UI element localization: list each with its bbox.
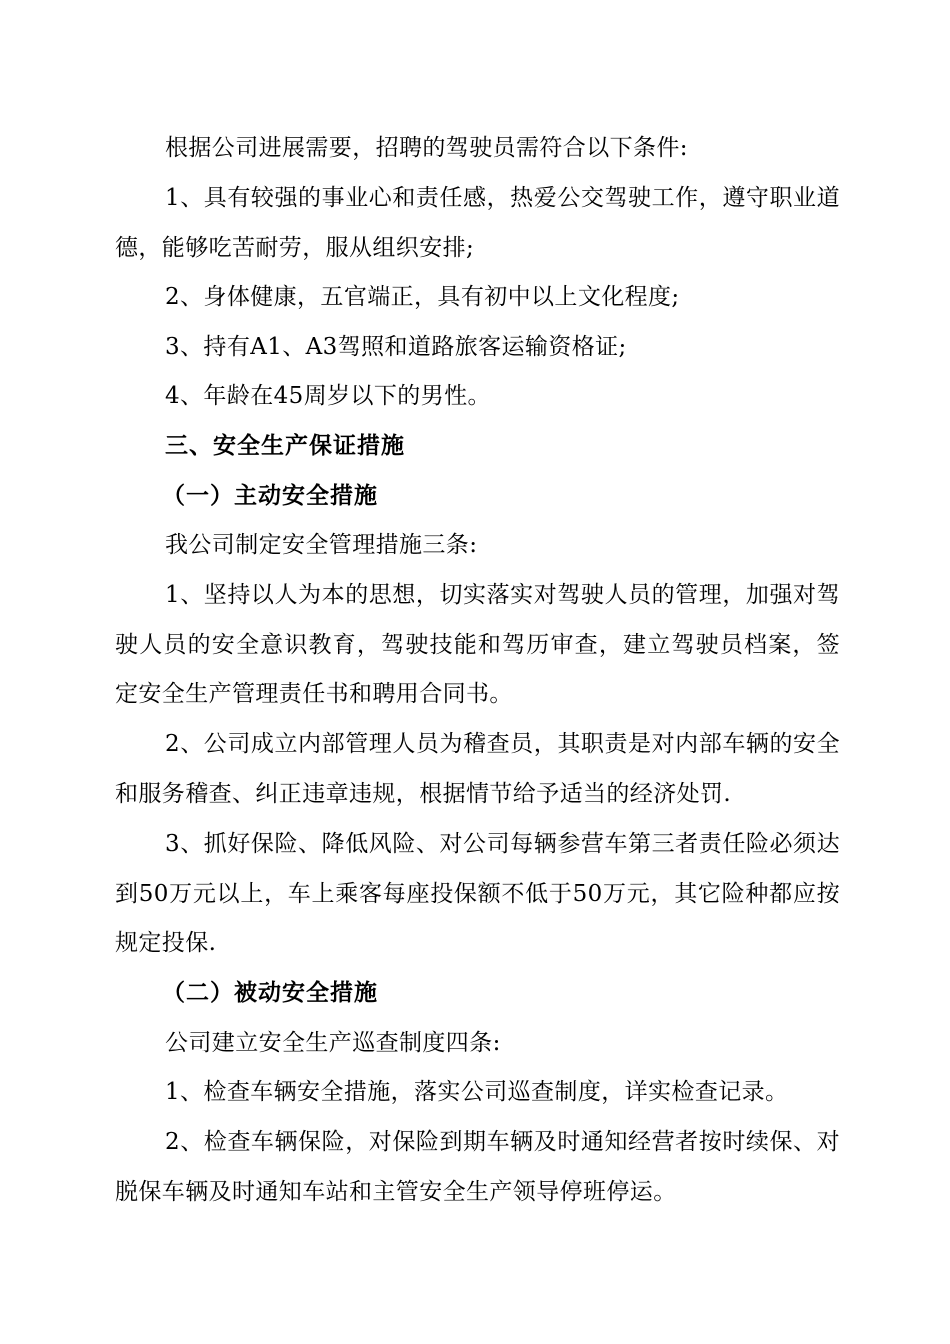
measure-3: 3、抓好保险、降低风险、对公司每辆参营车第三者责任险必须达到50万元以上，车上乘客每座投保额不低于50万元，其它险种都应按规定投保. — [115, 831, 840, 956]
subsection-2-intro: 公司建立安全生产巡查制度四条: — [165, 1030, 501, 1056]
measure-2: 2、公司成立内部管理人员为稽查员，其职责是对内部车辆的安全和服务稽查、纠正违章违规，根据情节给予适当的经济处罚. — [115, 731, 840, 807]
condition-2: 2、身体健康，五官端正，具有初中以上文化程度; — [165, 284, 680, 310]
condition-1: 1、具有较强的事业心和责任感，热爱公交驾驶工作，遵守职业道德，能够吃苦耐劳，服从组织安排; — [115, 185, 840, 261]
measure-1: 1、坚持以人为本的思想，切实落实对驾驶人员的管理，加强对驾驶人员的安全意识教育，驾驶技能和驾历审查，建立驾驶员档案，签定安全生产管理责任书和聘用合同书。 — [115, 582, 840, 707]
subsection-1-intro: 我公司制定安全管理措施三条: — [165, 532, 478, 558]
subsection-1-heading: （一）主动安全措施 — [162, 483, 378, 509]
condition-4: 4、年龄在45周岁以下的男性。 — [165, 383, 491, 409]
intro-paragraph: 根据公司进展需要，招聘的驾驶员需符合以下条件: — [165, 135, 688, 161]
section-heading: 三、安全生产保证措施 — [165, 433, 405, 459]
inspection-1: 1、检查车辆安全措施，落实公司巡查制度，详实检查记录。 — [165, 1079, 789, 1105]
condition-3: 3、持有A1、A3驾照和道路旅客运输资格证; — [165, 334, 627, 360]
inspection-2: 2、检查车辆保险，对保险到期车辆及时通知经营者按时续保、对脱保车辆及时通知车站和主管安全生产领导停班停运。 — [115, 1129, 840, 1205]
subsection-2-heading: （二）被动安全措施 — [162, 980, 378, 1006]
